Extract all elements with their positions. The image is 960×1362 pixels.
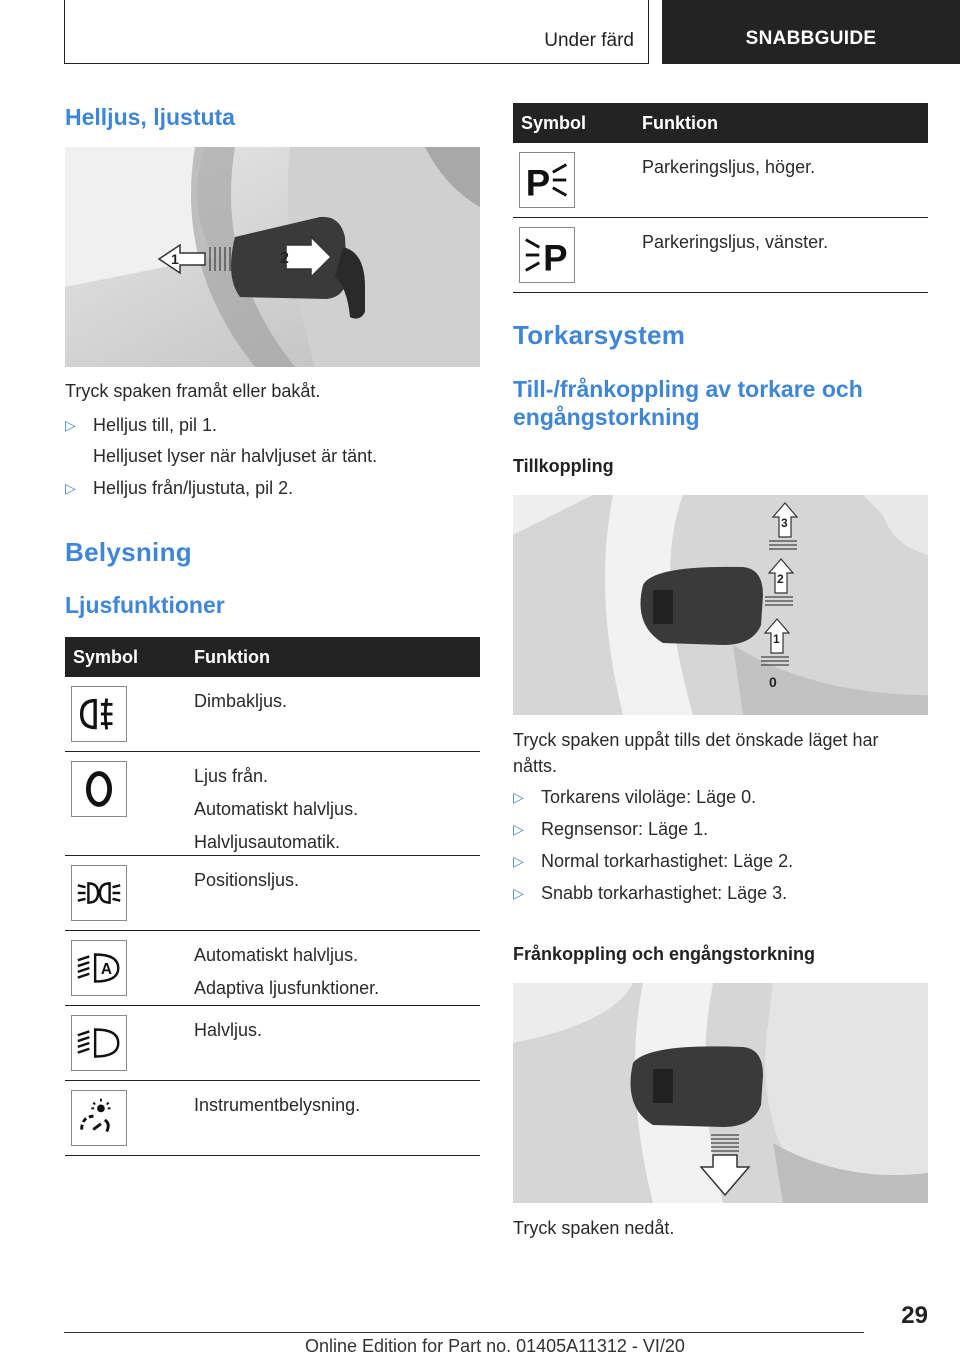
table-row [65, 856, 480, 931]
col-header-function: Funktion [194, 647, 270, 667]
table-row [65, 931, 480, 1006]
fig1-label-1: 1 [171, 251, 179, 267]
fig2-label-0: 0 [769, 674, 777, 690]
table-row [65, 1006, 480, 1081]
function-cell: Halvljus. [194, 1020, 263, 1040]
table-header [513, 103, 928, 143]
fog-light-icon [71, 686, 127, 742]
header-section-title: Under färd [544, 30, 634, 51]
heading-frankoppling: Frånkoppling och engångstorkning [513, 944, 816, 964]
fig2-label-1: 1 [773, 632, 780, 646]
table-row [513, 218, 928, 293]
text-tryck-spaken: Tryck spaken framåt eller bakåt. [65, 381, 321, 401]
footer-divider [64, 1332, 864, 1333]
function-cell: Instrumentbelysning. [194, 1095, 361, 1115]
instrument-lighting-icon [71, 1090, 127, 1146]
heading-ljusfunktioner: Ljusfunktioner [65, 592, 225, 618]
heading-belysning: Belysning [65, 537, 192, 567]
parking-light-left-icon [519, 227, 575, 283]
highbeam-lever-illustration [65, 147, 480, 367]
heading-helljus: Helljus, ljustuta [65, 104, 235, 130]
footer-edition: Online Edition for Part no. 01405A11312 - VI/20 [305, 1336, 685, 1356]
svg-text:P: P [543, 237, 568, 279]
figure-wiper-up [513, 495, 928, 715]
heading-tillkoppling: Tillkoppling [513, 456, 614, 476]
figure-wiper-down [513, 983, 928, 1203]
svg-text:P: P [525, 162, 551, 204]
table-row [513, 143, 928, 218]
text-helljus-sub: Helljuset lyser när halvljuset är tänt. [93, 446, 378, 466]
function-cell: Dimbakljus. [194, 691, 288, 711]
col-header-function: Funktion [642, 113, 718, 133]
col-header-symbol: Symbol [521, 113, 587, 133]
bullet-triangle-icon: ▷ [513, 885, 524, 901]
table-row [65, 677, 480, 752]
table-parkeringsljus [513, 103, 928, 293]
page-number: 29 [901, 1302, 928, 1329]
text-tryck-nedat: Tryck spaken nedåt. [513, 1218, 675, 1238]
bullet-triangle-icon: ▷ [65, 480, 76, 496]
parking-light-right-icon [519, 152, 575, 208]
bullet-helljus-fran: ▷ Helljus från/ljustuta, pil 2. [65, 475, 293, 501]
header-tab-snabbguide[interactable] [662, 0, 960, 64]
svg-text:A: A [100, 960, 113, 978]
bullet-normal: ▷ Normal torkarhastighet: Läge 2. [513, 848, 793, 874]
function-cell: Automatiskt halvljus. Adaptiva ljusfunktioner. [194, 945, 380, 998]
table-row [65, 1081, 480, 1156]
header-tab-label: SNABBGUIDE [745, 28, 877, 49]
fig2-label-3: 3 [781, 516, 788, 530]
bullet-helljus-till: ▷ Helljus till, pil 1. [65, 412, 217, 438]
position-light-icon [71, 865, 127, 921]
col-header-symbol: Symbol [73, 647, 139, 667]
table-row [65, 752, 480, 856]
bullet-triangle-icon: ▷ [513, 853, 524, 869]
bullet-triangle-icon: ▷ [65, 417, 76, 433]
auto-low-beam-icon [71, 940, 127, 996]
wiper-lever-up-illustration [513, 495, 928, 715]
heading-till-frankoppling: Till-/frånkoppling av torkare och engångstorkning [513, 376, 863, 430]
wiper-lever-down-illustration [513, 983, 928, 1203]
low-beam-icon [71, 1015, 127, 1071]
figure-highbeam-lever [65, 147, 480, 367]
function-cell: Ljus från. Automatiskt halvljus. Halvljusautomatik. [194, 766, 359, 852]
function-cell: Positionsljus. [194, 870, 300, 890]
lights-off-zero-icon [71, 761, 127, 817]
table-ljusfunktioner [65, 637, 480, 1156]
text-tryck-uppat: Tryck spaken uppåt tills det önskade läget har nåtts. [513, 730, 879, 776]
bullet-snabb: ▷ Snabb torkarhastighet: Läge 3. [513, 880, 787, 906]
function-cell: Parkeringsljus, höger. [642, 157, 816, 177]
fig1-label-2: 2 [280, 250, 289, 267]
function-cell: Parkeringsljus, vänster. [642, 232, 829, 252]
header-section-box [64, 0, 649, 64]
table-header [65, 637, 480, 677]
fig2-label-2: 2 [777, 572, 784, 586]
bullet-viloläge: ▷ Torkarens viloläge: Läge 0. [513, 784, 756, 810]
bullet-regnsensor: ▷ Regnsensor: Läge 1. [513, 816, 708, 842]
bullet-triangle-icon: ▷ [513, 789, 524, 805]
bullet-triangle-icon: ▷ [513, 821, 524, 837]
heading-torkarsystem: Torkarsystem [513, 320, 686, 350]
